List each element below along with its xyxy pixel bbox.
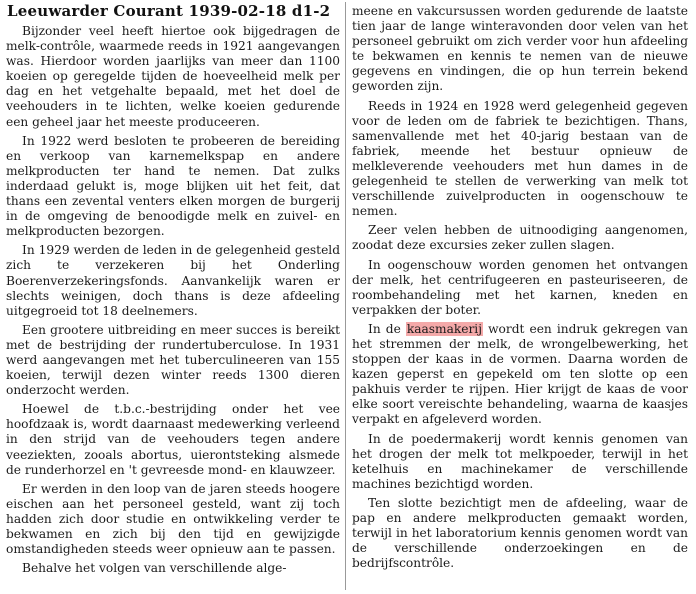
paragraph: In 1922 werd besloten te probeeren de bereiding en verkoop van karnemelkspap en andere melkproducten ter hand te nemen. Dat zulks inderdaad gelukt is, moge blijken uit het feit, dat thans een zevental venters elken morgen de burgerij in de omgeving de benoodigde melk en zuivel- en melkproducten bezorgen. — [6, 133, 340, 239]
paragraph: Er werden in den loop van de jaren steeds hoogere eischen aan het personeel gesteld, want zij toch hadden zich door studie en ontwikkeling verder te bekwamen en zich bij den tijd en gewijzigde omstandigheden steeds weer opnieuw aan te passen. — [6, 481, 340, 557]
paragraph: In de poedermakerij wordt kennis genomen van het drogen der melk tot melkpoeder, terwijl in het ketelhuis en machinekamer de verschillende machines bezichtigd worden. — [352, 431, 688, 491]
paragraph: In oogenschouw worden genomen het ontvangen der melk, het centrifugeeren en pasteuriseeren, de roombehandeling met het karnen, kneden en verpakken der boter. — [352, 257, 688, 317]
paragraph-text: wordt een indruk gekregen van het stremmen der melk, de wrongelbewerking, het stoppen der kaas in de vormen. Daarna worden de kazen geperst en gepekeld om ten slotte op een pakhuis verder te rijpen. Hier krijgt de kaas de voor elke soort vereischte behandeling, waarna de kaasjes verpakt en afgeleverd worden. — [352, 321, 688, 427]
article-column-right — [352, 4, 688, 575]
paragraph: Behalve het volgen van verschillende alge- — [22, 561, 287, 576]
paragraph: Hoewel de t.b.c.-bestrijding onder het vee hoofdzaak is, wordt daarnaast medewerking verleend in den strijd van de veehouders tegen andere veeziekten, zooals abortus, uierontsteking alsmede de runderhorzel en 't gevreesde mond- en klauwzeer. — [6, 402, 340, 477]
paragraph-text: In de — [368, 321, 406, 336]
paragraph: Zeer velen hebben de uitnoodiging aangenomen, zoodat deze excursies zeker zullen slagen. — [352, 223, 688, 253]
paragraph: Een grootere uitbreiding en meer succes is bereikt met de bestrijding der rundertuberculose. In 1931 werd aangevangen met het tuberculineeren van 155 koeien, terwijl dezen winter reeds 1300 dieren onderzocht werden. — [6, 322, 340, 398]
paragraph: Reeds in 1924 en 1928 werd gelegenheid gegeven voor de leden om de fabriek te bezichtigen. Thans, samenvallende met het 40-jarig bestaan van de fabriek, meende het bestuur opnieuw de melkleverende veehouders met hun dames in de gelegenheid te stellen de verwerking van melk tot verschillende zuivelproducten in oogenschouw te nemen. — [352, 98, 688, 219]
paragraph: meene en vakcursussen worden gedurende de laatste tien jaar de lange winteravonden door velen van het personeel gebruikt om zich verder voor hun afdeeling te bekwamen en kennis te nemen van de nieuwe gegevens en vindingen, die op hun terrein bekend geworden zijn. — [352, 4, 688, 94]
paragraph: Ten slotte bezichtigt men de afdeeling, waar de pap en andere melkproducten gemaakt worden, terwijl in het laboratorium kennis genomen wordt van de verschillende onderzoekingen en de bedrijfscontrôle. — [352, 495, 688, 571]
paragraph: In 1929 werden de leden in de gelegenheid gesteld zich te verzekeren bij het Onderling Boerenverzekeringsfonds. Aanvankelijk waren er slechts weinigen, doch thans is deze afdeeling uitgegroeid tot 18 deelnemers. — [6, 243, 340, 318]
highlighted-keyword: kaasmakerij — [406, 321, 482, 336]
column-divider — [345, 2, 346, 590]
paragraph — [352, 322, 688, 428]
page-title: Leeuwarder Courant 1939-02-18 d1-2 — [7, 2, 331, 20]
article-column-left — [6, 24, 340, 580]
paragraph: Bijzonder veel heeft hiertoe ook bijgedragen de melk-contrôle, waarmede reeds in 1921 aangevangen was. Hierdoor worden jaarlijks van meer dan 1100 koeien op geregelde tijden de hoeveelheid melk per dag en het vetgehalte bepaald, met het doel de veehouders in te lichten, welke koeien gedurende een geheel jaar het meeste produceeren. — [6, 24, 340, 129]
